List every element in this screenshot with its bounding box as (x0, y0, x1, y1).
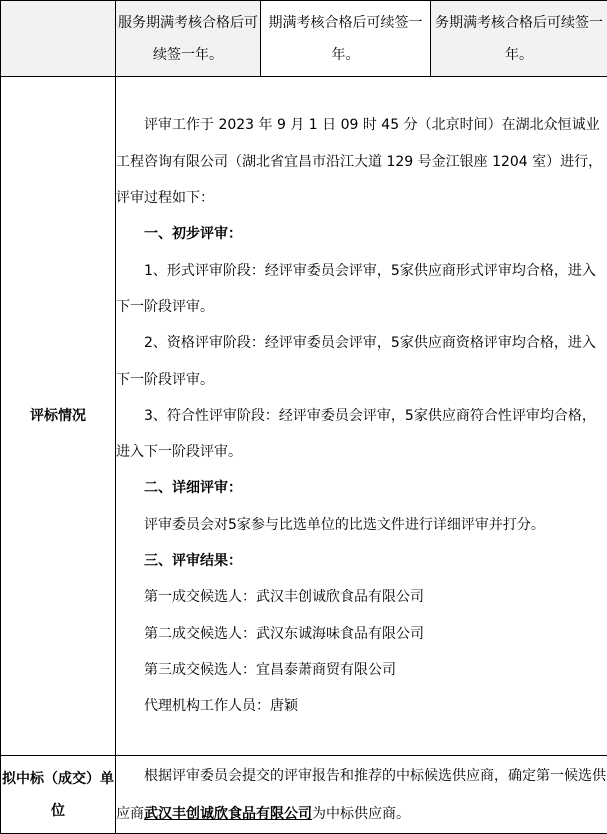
qualification-review-item: 2、资格评审阶段：经评审委员会评审，5家供应商资格评审均合格，进入下一阶段评审。 (116, 325, 607, 398)
third-candidate: 第三成交候选人：宜昌泰萧商贸有限公司 (116, 652, 607, 688)
section-preliminary-title: 一、初步评审： (116, 216, 607, 252)
section-result-title: 三、评审结果： (116, 543, 607, 579)
evaluation-row (1, 77, 607, 756)
terms-row-blank-cell (1, 1, 116, 77)
agency-staff: 代理机构工作人员：唐颖 (116, 688, 607, 724)
winner-paragraph (116, 757, 607, 833)
winner-content (116, 756, 607, 834)
terms-cell-3: 务期满考核合格后可续签一年。 (431, 1, 607, 77)
terms-cell-1: 服务期满考核合格后可续签一年。 (116, 1, 261, 77)
evaluation-intro: 评审工作于 2023 年 9 月 1 日 09 时 45 分（北京时间）在湖北众恒诚业工程咨询有限公司（湖北省宜昌市沿江大道 129 号金江银座 1204 室）进行，评审过程如下： (116, 107, 607, 216)
winner-text-before: 根据评审委员会提交的评审报告和推荐的中标候选供应商，确定第一候选供应商 (116, 768, 606, 822)
section-detailed-title: 二、详细评审： (116, 470, 607, 506)
winner-row (1, 756, 607, 834)
terms-cell-2: 期满考核合格后可续签一年。 (261, 1, 431, 77)
detailed-review-text: 评审委员会对5家参与比选单位的比选文件进行详细评审并打分。 (116, 507, 607, 543)
evaluation-content (116, 77, 607, 756)
winner-label: 拟中标（成交）单位 (1, 756, 116, 834)
evaluation-label: 评标情况 (1, 77, 116, 756)
second-candidate: 第二成交候选人：武汉东诚海味食品有限公司 (116, 616, 607, 652)
first-candidate: 第一成交候选人：武汉丰创诚欣食品有限公司 (116, 579, 607, 615)
terms-row (1, 1, 607, 77)
winner-text-after: 为中标供应商。 (312, 806, 410, 822)
winner-company-name: 武汉丰创诚欣食品有限公司 (144, 806, 312, 822)
compliance-review-item: 3、符合性评审阶段：经评审委员会评审，5家供应商符合性评审均合格，进入下一阶段评审。 (116, 398, 607, 471)
formal-review-item: 1、形式评审阶段：经评审委员会评审，5家供应商形式评审均合格，进入下一阶段评审。 (116, 253, 607, 326)
